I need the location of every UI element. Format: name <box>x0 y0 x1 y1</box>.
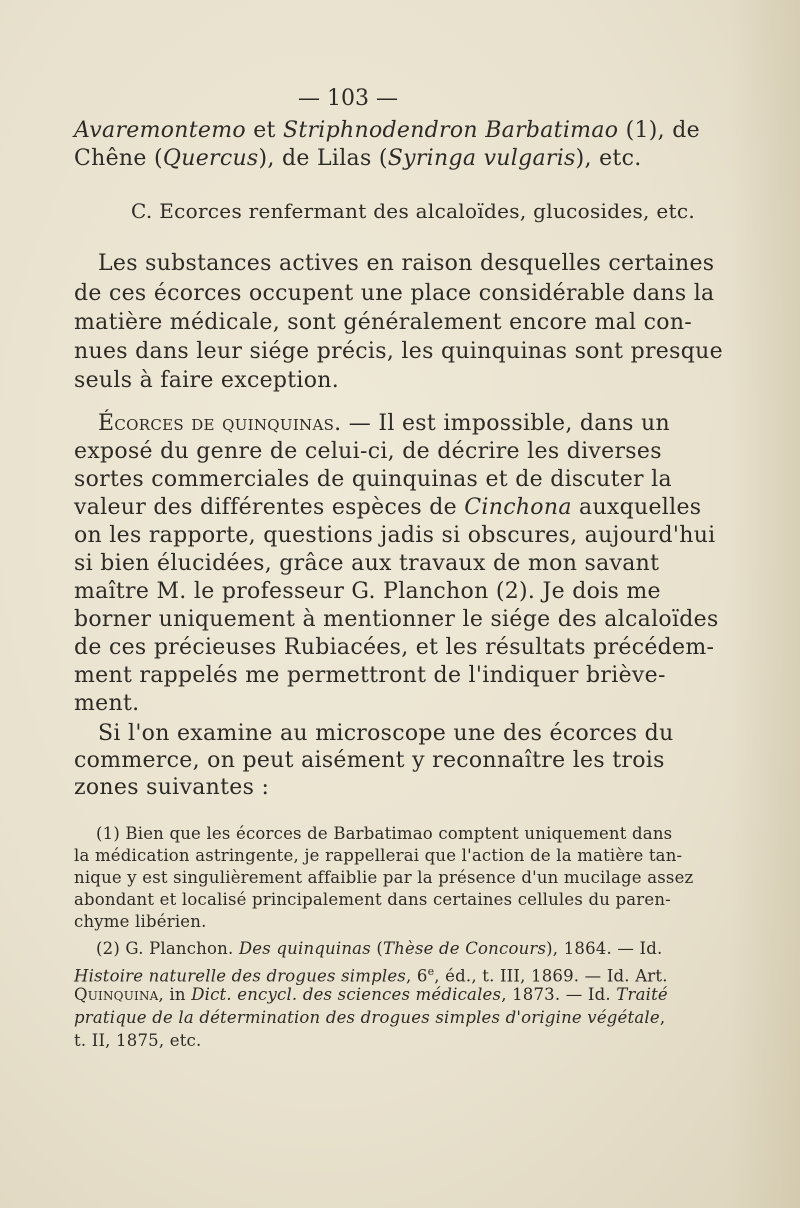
paragraph-1-line: nues dans leur siége précis, les quinquinas sont presque <box>74 339 723 364</box>
paragraph-2-line: borner uniquement à mentionner le siége des alcaloïdes <box>74 607 719 632</box>
paragraph-3-line: zones suivantes : <box>74 775 270 800</box>
paragraph-2-line: si bien élucidées, grâce aux travaux de mon savant <box>74 551 660 576</box>
paragraph-2-line <box>74 494 702 522</box>
intro-line-1 <box>74 117 700 145</box>
footnote-1-line: chyme libérien. <box>74 912 207 931</box>
text-run: , 1873. — Id. <box>501 985 617 1004</box>
text-run: ), de Lilas ( <box>258 146 388 171</box>
section-heading: C. Ecorces renfermant des alcaloïdes, glucosides, etc. <box>131 199 695 223</box>
footnote-2-line <box>74 984 668 1006</box>
paragraph-2-line: ment rappelés me permettront de l'indiquer briève- <box>74 663 666 688</box>
paragraph-2-line: de ces précieuses Rubiacées, et les résultats précédem- <box>74 635 715 660</box>
page-number: — 103 — <box>298 86 398 111</box>
superscript: e <box>427 965 435 978</box>
article-title: Quinquina <box>74 985 159 1004</box>
genus-name: Avaremontemo <box>74 118 246 143</box>
paragraph-2-line: exposé du genre de celui-ci, de décrire les diverses <box>74 439 662 464</box>
text-run: auxquelles <box>571 495 702 520</box>
footnote-1-line: la médication astringente, je rappellerai que l'action de la matière tan- <box>74 846 683 865</box>
text-run: — Il est impossible, dans un <box>341 411 670 436</box>
paragraph-1-line: seuls à faire exception. <box>74 368 340 393</box>
book-title: pratique de la détermination des drogues simples d'origine végétale <box>74 1008 660 1027</box>
text-run: Chêne ( <box>74 146 163 171</box>
text-run: , <box>659 1008 666 1027</box>
paragraph-1-line: Les substances actives en raison desquelles certaines <box>98 251 715 276</box>
footnote-1-line: (1) Bien que les écorces de Barbatimao comptent uniquement dans <box>96 824 673 843</box>
genus-name: Striphnodendron <box>282 118 478 143</box>
paragraph-3-line: commerce, on peut aisément y reconnaître les trois <box>74 748 665 773</box>
text-run: ), etc. <box>575 146 642 171</box>
paragraph-2-line: on les rapporte, questions jadis si obscures, aujourd'hui <box>74 523 716 548</box>
intro-line-2 <box>74 145 642 173</box>
species-name: Syringa vulgaris <box>387 146 576 171</box>
footnote-2-line <box>74 1007 665 1029</box>
paragraph-2-line: ment. <box>74 691 140 716</box>
text-run: , 6 <box>405 966 428 986</box>
text-run: (1), de <box>618 118 700 143</box>
footnote-2-line <box>96 938 663 960</box>
text-run: valeur des différentes espèces de <box>74 495 465 520</box>
paragraph-2-line <box>98 410 670 438</box>
genus-name: Quercus <box>162 146 259 171</box>
section-subheading: Écorces de quinquinas. <box>98 411 342 436</box>
genus-name: Cinchona <box>464 495 572 520</box>
paragraph-1-line: de ces écorces occupent une place considérable dans la <box>74 281 715 306</box>
paragraph-3-line: Si l'on examine au microscope une des écorces du <box>98 721 674 746</box>
text-run: ), 1864. — Id. <box>546 939 663 958</box>
book-title: Thèse de Concours <box>382 939 547 958</box>
text-run: , in <box>158 985 192 1004</box>
footnote-1-line: abondant et localisé principalement dans certaines cellules du paren- <box>74 890 671 909</box>
text-run: et <box>245 118 283 143</box>
page-edge-shadow <box>730 0 800 1208</box>
paragraph-1-line: matière médicale, sont généralement encore mal con- <box>74 310 693 335</box>
footnote-1-line: nique y est singulièrement affaiblie par la présence d'un mucilage assez <box>74 868 694 887</box>
book-title: Histoire naturelle des drogues simples <box>74 966 406 986</box>
book-title: Traité <box>616 985 668 1004</box>
genus-name: Barbatimao <box>485 118 619 143</box>
text-run: ( <box>370 939 383 958</box>
book-title: Des quinquinas <box>238 939 371 958</box>
paragraph-2-line: sortes commerciales de quinquinas et de discuter la <box>74 467 672 492</box>
footnote-2-line: t. II, 1875, etc. <box>74 1031 202 1050</box>
book-title: Dict. encycl. des sciences médicales <box>191 985 502 1004</box>
text-run: , éd., t. III, 1869. — Id. Art. <box>434 966 668 986</box>
text-run: (2) G. Planchon. <box>96 939 239 958</box>
paragraph-2-line: maître M. le professeur G. Planchon (2). Je dois me <box>74 579 661 604</box>
